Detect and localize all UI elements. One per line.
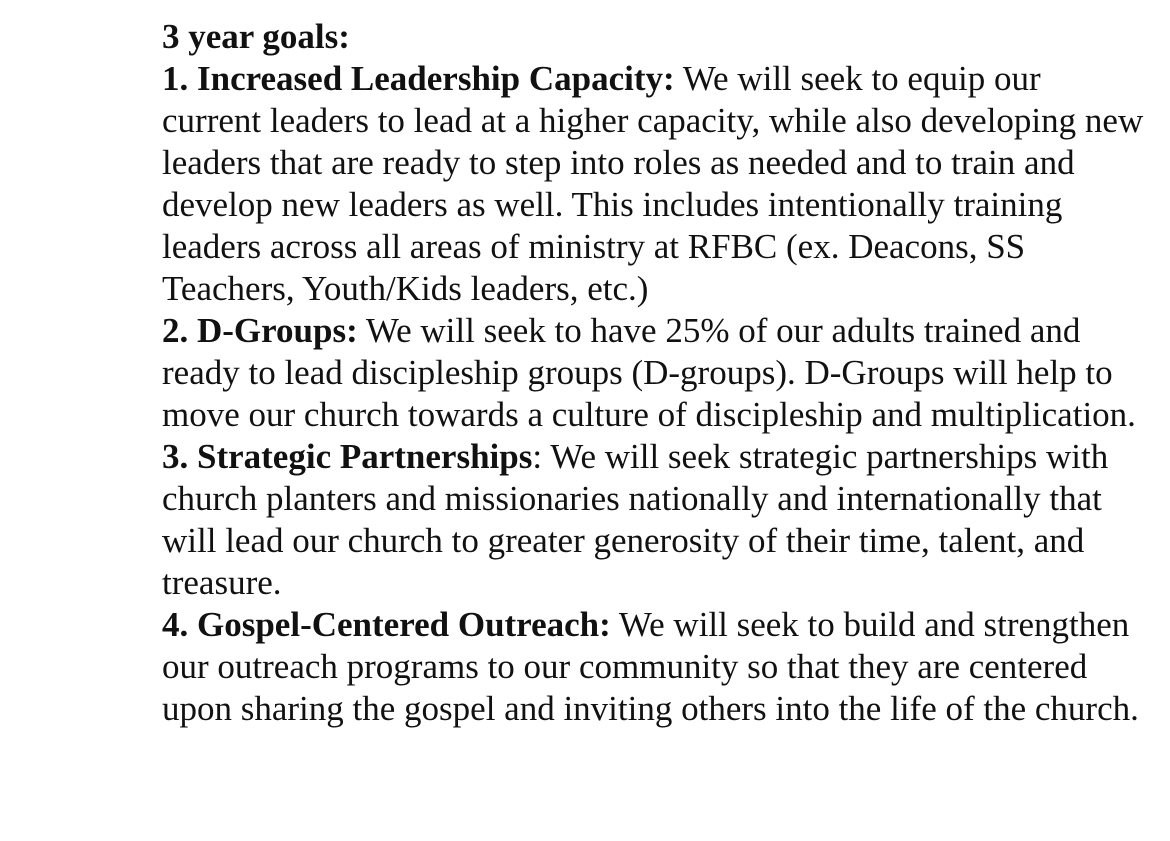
- goal-title: 2. D-Groups:: [162, 311, 358, 350]
- goal-item-strategic-partnerships: [162, 436, 1147, 604]
- goal-title: 1. Increased Leadership Capacity:: [162, 59, 675, 98]
- goal-title-suffix: :: [532, 437, 543, 476]
- goal-item-leadership: [162, 58, 1147, 310]
- goal-item-d-groups: [162, 310, 1147, 436]
- goal-title: 3. Strategic Partnerships: [162, 437, 533, 476]
- goal-text: We will seek strategic partnerships with church planters and missionaries nationally and internationally that will lead our church to greater generosity of their time, talent, and treasure.: [162, 437, 1109, 602]
- goal-text: We will seek to have 25% of our adults trained and ready to lead discipleship groups (D-groups). D-Groups will help to move our church towards a culture of discipleship and multiplication.: [162, 311, 1136, 434]
- goals-heading: 3 year goals:: [162, 17, 350, 56]
- goal-item-gospel-outreach: [162, 604, 1147, 746]
- goal-text: We will seek to build and strengthen our outreach programs to our community so that they are centered upon sharing the gospel and inviting others into the life of the church.: [162, 605, 1139, 728]
- document-page: [162, 16, 1147, 746]
- goal-text: We will seek to equip our current leaders to lead at a higher capacity, while also developing new leaders that are ready to step into roles as needed and to train and develop new leaders as well. This includes intentionally training leaders across all areas of ministry at RFBC (ex. Deacons, SS Teachers, Youth/Kids leaders, etc.): [162, 59, 1144, 308]
- goal-title: 4. Gospel-Centered Outreach:: [162, 605, 611, 644]
